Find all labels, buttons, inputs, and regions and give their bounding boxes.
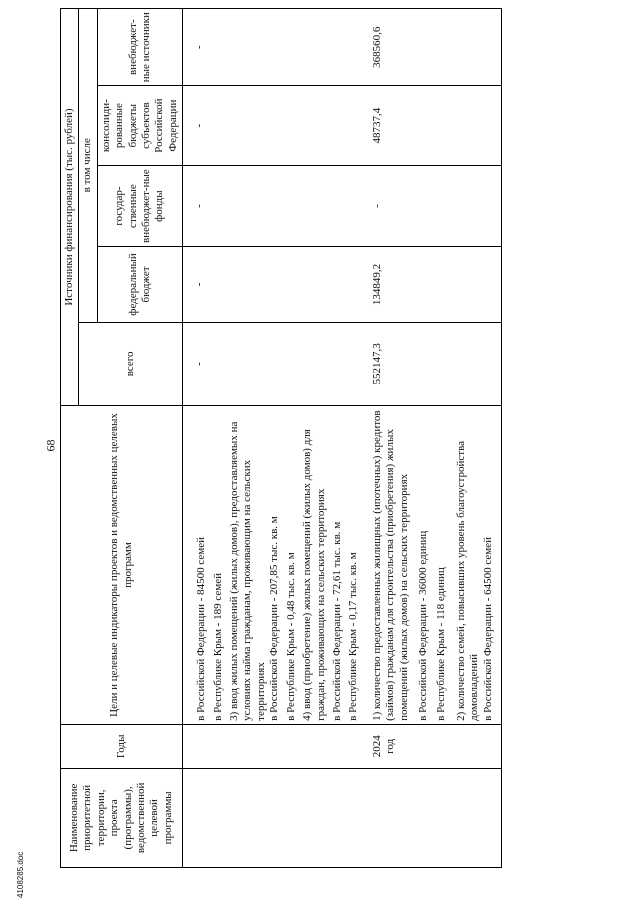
goal-item: в Республике Крым - 189 семей [211, 573, 224, 721]
goal-item: в Республике Крым - 0,17 тыс. кв. м [347, 552, 360, 721]
goals-cell [183, 406, 369, 725]
header-offbudget: внебюджет-ные источники [97, 9, 182, 86]
goal-item: 4) ввод (приобретение) жилых помещений (жилых домов) для граждан, проживающих на сельских территориях [301, 429, 327, 721]
header-state-funds: государ-ственные внебюджет-ные фонды [97, 165, 182, 247]
goal-item: в Республике Крым - 0,48 тыс. кв. м [284, 552, 297, 721]
header-name: Наименование приоритетной территории, проекта (программы), ведомственной целевой программы [61, 768, 183, 867]
header-funding: Источники финансирования (тыс. рублей) [61, 9, 79, 406]
federal-cell: - [183, 247, 369, 322]
regional-cell: - [183, 86, 369, 165]
goals-cell [369, 406, 502, 725]
goal-item: в Российской Федерации - 84500 семей [195, 536, 208, 721]
table-row [183, 9, 369, 868]
name-cell [369, 768, 502, 867]
federal-cell: 134849,2 [369, 247, 502, 322]
table-row [369, 9, 502, 868]
state-funds-cell: - [369, 165, 502, 247]
header-including: в том числе [79, 9, 97, 323]
header-regional: консолиди-рованные бюджеты субъектов Российской Федерации [97, 86, 182, 165]
total-cell: 552147,3 [369, 322, 502, 406]
header-goals: Цели и целевые индикаторы проектов и ведомственных целевых программ [61, 406, 183, 725]
year-cell [183, 724, 369, 768]
funding-table [60, 8, 502, 868]
goal-item: в Российской Федерации - 36000 единиц [416, 530, 429, 721]
rotated-page [60, 8, 635, 868]
total-cell: - [183, 322, 369, 406]
offbudget-cell: 368560,6 [369, 9, 502, 86]
file-name: 4108285.doc [16, 851, 25, 898]
state-funds-cell: - [183, 165, 369, 247]
goal-item: 2) количество семей, повысивших уровень благоустройства домовладений [454, 441, 481, 721]
offbudget-cell: - [183, 9, 369, 86]
goal-item: в Российской Федерации - 64500 семей [481, 536, 494, 721]
regional-cell: 48737,4 [369, 86, 502, 165]
page-number: 68 [43, 439, 58, 452]
goal-item: в Российской Федерации - 207,85 тыс. кв. м [268, 516, 281, 721]
goal-item: 3) ввод жилых помещений (жилых домов), предоставляемых на условиях найма гражданам, проживающим на сельских территориях [228, 421, 267, 721]
name-cell [183, 768, 369, 867]
year-cell: 2024 год [369, 724, 502, 768]
goal-item: 1) количество предоставленных жилищных (ипотечных) кредитов (займов) гражданам для строительства (приобретения) жилых помещений (жилых домов) на сельских территориях [370, 410, 410, 721]
header-total: всего [79, 322, 183, 406]
header-years: Годы [61, 724, 183, 768]
goal-item: в Республике Крым - 118 единиц [435, 567, 448, 721]
goal-item: в Российской Федерации - 72,61 тыс. кв. м [330, 521, 343, 721]
header-federal: федеральный бюджет [97, 247, 182, 322]
